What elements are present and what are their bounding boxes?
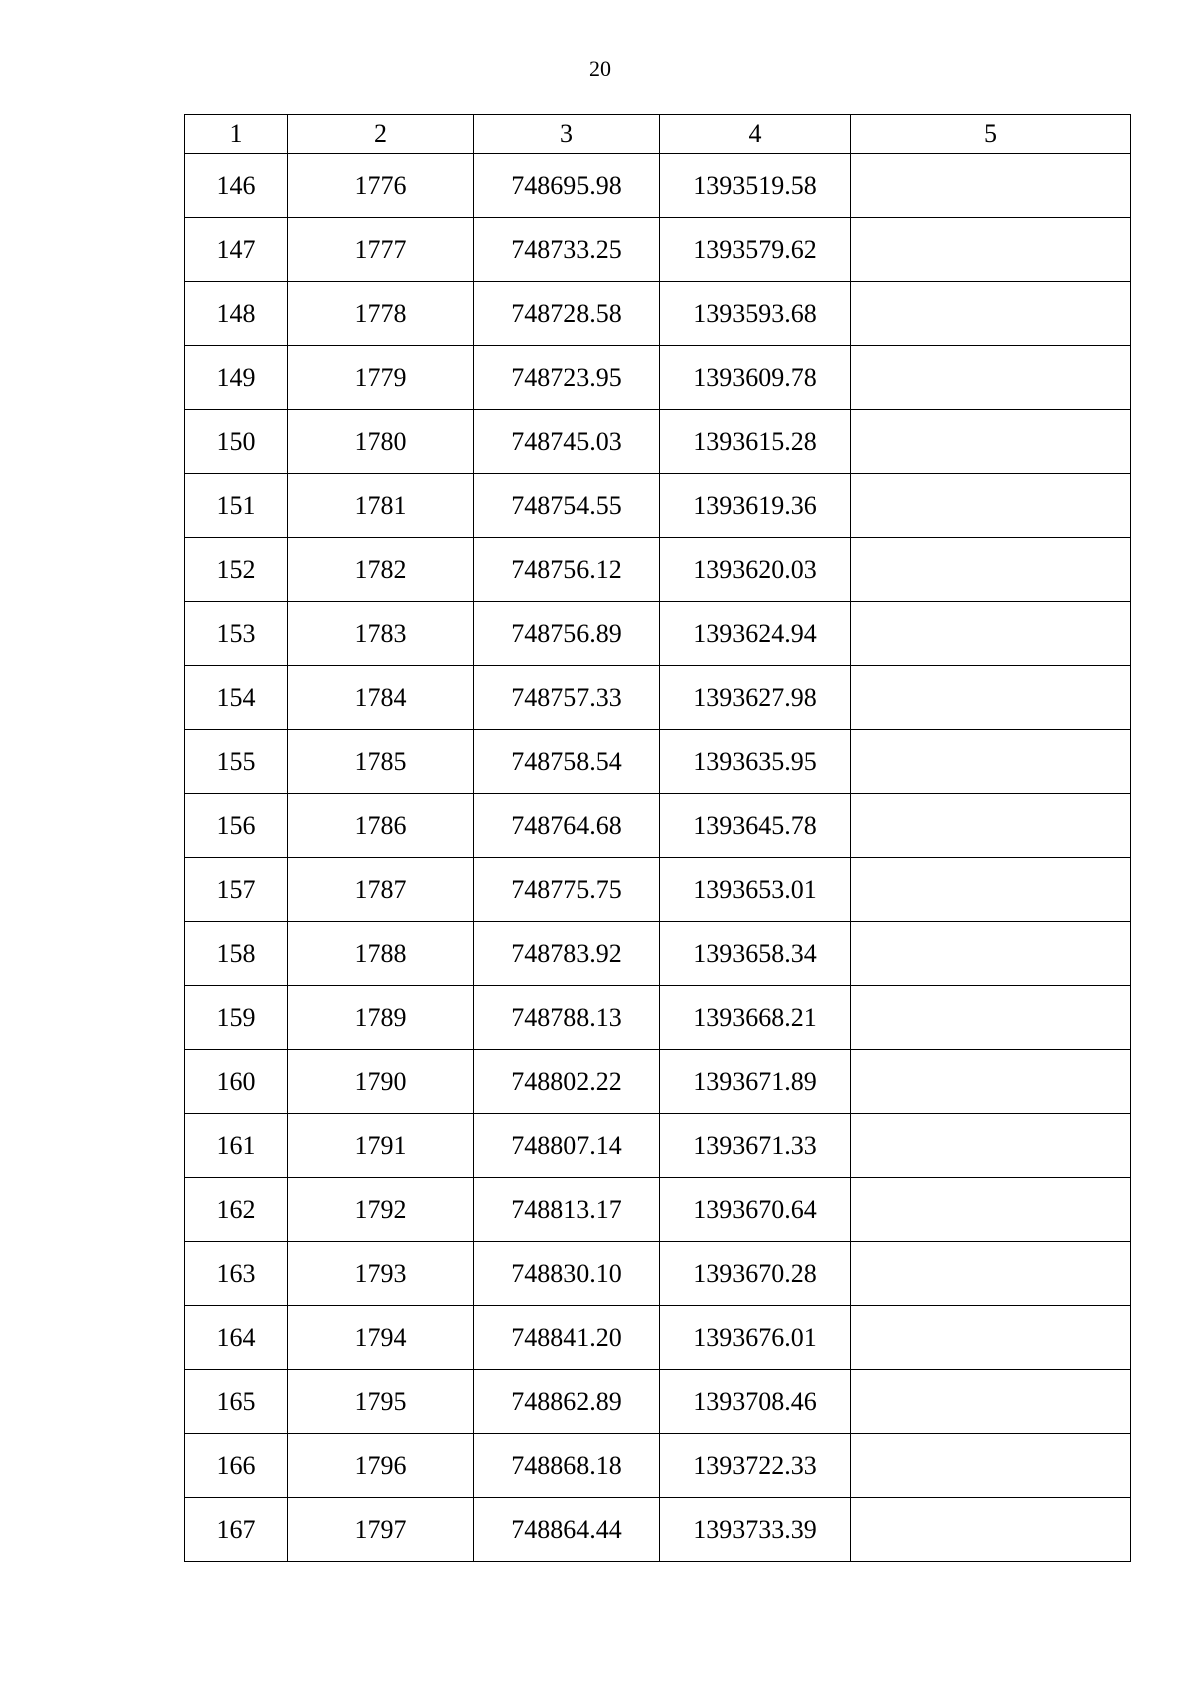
note-cell xyxy=(851,666,1131,730)
y-coordinate-cell: 1393733.39 xyxy=(660,1498,851,1562)
header-row xyxy=(185,115,1131,154)
y-coordinate-cell: 1393624.94 xyxy=(660,602,851,666)
note-cell xyxy=(851,1306,1131,1370)
x-coordinate-cell: 748757.33 xyxy=(474,666,660,730)
row-number-cell: 151 xyxy=(185,474,288,538)
table-row xyxy=(185,1114,1131,1178)
header-cell-4: 4 xyxy=(660,115,851,154)
y-coordinate-cell: 1393671.33 xyxy=(660,1114,851,1178)
note-cell xyxy=(851,410,1131,474)
y-coordinate-cell: 1393671.89 xyxy=(660,1050,851,1114)
point-number-cell: 1788 xyxy=(288,922,474,986)
note-cell xyxy=(851,474,1131,538)
x-coordinate-cell: 748802.22 xyxy=(474,1050,660,1114)
table-row xyxy=(185,794,1131,858)
x-coordinate-cell: 748733.25 xyxy=(474,218,660,282)
y-coordinate-cell: 1393670.64 xyxy=(660,1178,851,1242)
row-number-cell: 164 xyxy=(185,1306,288,1370)
point-number-cell: 1782 xyxy=(288,538,474,602)
note-cell xyxy=(851,602,1131,666)
x-coordinate-cell: 748695.98 xyxy=(474,154,660,218)
row-number-cell: 159 xyxy=(185,986,288,1050)
x-coordinate-cell: 748745.03 xyxy=(474,410,660,474)
y-coordinate-cell: 1393627.98 xyxy=(660,666,851,730)
point-number-cell: 1777 xyxy=(288,218,474,282)
x-coordinate-cell: 748788.13 xyxy=(474,986,660,1050)
note-cell xyxy=(851,1178,1131,1242)
table-row xyxy=(185,602,1131,666)
row-number-cell: 157 xyxy=(185,858,288,922)
table-row xyxy=(185,666,1131,730)
row-number-cell: 150 xyxy=(185,410,288,474)
point-number-cell: 1784 xyxy=(288,666,474,730)
x-coordinate-cell: 748758.54 xyxy=(474,730,660,794)
point-number-cell: 1794 xyxy=(288,1306,474,1370)
y-coordinate-cell: 1393645.78 xyxy=(660,794,851,858)
header-cell-3: 3 xyxy=(474,115,660,154)
note-cell xyxy=(851,218,1131,282)
table-row xyxy=(185,1178,1131,1242)
row-number-cell: 158 xyxy=(185,922,288,986)
table-row xyxy=(185,730,1131,794)
note-cell xyxy=(851,986,1131,1050)
table-header xyxy=(185,115,1131,154)
y-coordinate-cell: 1393579.62 xyxy=(660,218,851,282)
note-cell xyxy=(851,1114,1131,1178)
point-number-cell: 1786 xyxy=(288,794,474,858)
y-coordinate-cell: 1393653.01 xyxy=(660,858,851,922)
y-coordinate-cell: 1393658.34 xyxy=(660,922,851,986)
table-row xyxy=(185,218,1131,282)
table-row xyxy=(185,410,1131,474)
point-number-cell: 1780 xyxy=(288,410,474,474)
row-number-cell: 154 xyxy=(185,666,288,730)
row-number-cell: 156 xyxy=(185,794,288,858)
note-cell xyxy=(851,154,1131,218)
point-number-cell: 1796 xyxy=(288,1434,474,1498)
table-row xyxy=(185,1242,1131,1306)
x-coordinate-cell: 748864.44 xyxy=(474,1498,660,1562)
x-coordinate-cell: 748775.75 xyxy=(474,858,660,922)
point-number-cell: 1779 xyxy=(288,346,474,410)
page-number: 20 xyxy=(589,56,611,81)
x-coordinate-cell: 748868.18 xyxy=(474,1434,660,1498)
x-coordinate-cell: 748723.95 xyxy=(474,346,660,410)
row-number-cell: 161 xyxy=(185,1114,288,1178)
x-coordinate-cell: 748783.92 xyxy=(474,922,660,986)
table-row xyxy=(185,922,1131,986)
table-body xyxy=(185,154,1131,1562)
x-coordinate-cell: 748841.20 xyxy=(474,1306,660,1370)
y-coordinate-cell: 1393635.95 xyxy=(660,730,851,794)
point-number-cell: 1781 xyxy=(288,474,474,538)
note-cell xyxy=(851,538,1131,602)
point-number-cell: 1787 xyxy=(288,858,474,922)
x-coordinate-cell: 748756.12 xyxy=(474,538,660,602)
row-number-cell: 160 xyxy=(185,1050,288,1114)
header-cell-5: 5 xyxy=(851,115,1131,154)
point-number-cell: 1797 xyxy=(288,1498,474,1562)
point-number-cell: 1776 xyxy=(288,154,474,218)
y-coordinate-cell: 1393519.58 xyxy=(660,154,851,218)
point-number-cell: 1792 xyxy=(288,1178,474,1242)
y-coordinate-cell: 1393708.46 xyxy=(660,1370,851,1434)
row-number-cell: 163 xyxy=(185,1242,288,1306)
point-number-cell: 1791 xyxy=(288,1114,474,1178)
row-number-cell: 146 xyxy=(185,154,288,218)
note-cell xyxy=(851,1434,1131,1498)
note-cell xyxy=(851,1498,1131,1562)
table-row xyxy=(185,1050,1131,1114)
y-coordinate-cell: 1393670.28 xyxy=(660,1242,851,1306)
row-number-cell: 148 xyxy=(185,282,288,346)
note-cell xyxy=(851,1242,1131,1306)
row-number-cell: 162 xyxy=(185,1178,288,1242)
note-cell xyxy=(851,1370,1131,1434)
note-cell xyxy=(851,282,1131,346)
row-number-cell: 149 xyxy=(185,346,288,410)
y-coordinate-cell: 1393615.28 xyxy=(660,410,851,474)
point-number-cell: 1778 xyxy=(288,282,474,346)
row-number-cell: 152 xyxy=(185,538,288,602)
y-coordinate-cell: 1393620.03 xyxy=(660,538,851,602)
table-row xyxy=(185,154,1131,218)
x-coordinate-cell: 748728.58 xyxy=(474,282,660,346)
point-number-cell: 1793 xyxy=(288,1242,474,1306)
table-row xyxy=(185,1370,1131,1434)
table-row xyxy=(185,346,1131,410)
table-row xyxy=(185,986,1131,1050)
note-cell xyxy=(851,922,1131,986)
note-cell xyxy=(851,1050,1131,1114)
x-coordinate-cell: 748830.10 xyxy=(474,1242,660,1306)
x-coordinate-cell: 748862.89 xyxy=(474,1370,660,1434)
table-row xyxy=(185,1434,1131,1498)
row-number-cell: 166 xyxy=(185,1434,288,1498)
y-coordinate-cell: 1393593.68 xyxy=(660,282,851,346)
coordinates-table xyxy=(184,114,1131,1562)
note-cell xyxy=(851,858,1131,922)
x-coordinate-cell: 748754.55 xyxy=(474,474,660,538)
row-number-cell: 147 xyxy=(185,218,288,282)
row-number-cell: 165 xyxy=(185,1370,288,1434)
y-coordinate-cell: 1393722.33 xyxy=(660,1434,851,1498)
y-coordinate-cell: 1393668.21 xyxy=(660,986,851,1050)
header-cell-1: 1 xyxy=(185,115,288,154)
row-number-cell: 153 xyxy=(185,602,288,666)
table-row xyxy=(185,858,1131,922)
y-coordinate-cell: 1393619.36 xyxy=(660,474,851,538)
table-row xyxy=(185,538,1131,602)
y-coordinate-cell: 1393609.78 xyxy=(660,346,851,410)
point-number-cell: 1789 xyxy=(288,986,474,1050)
table-row xyxy=(185,282,1131,346)
x-coordinate-cell: 748764.68 xyxy=(474,794,660,858)
table-row xyxy=(185,474,1131,538)
point-number-cell: 1790 xyxy=(288,1050,474,1114)
y-coordinate-cell: 1393676.01 xyxy=(660,1306,851,1370)
note-cell xyxy=(851,346,1131,410)
point-number-cell: 1795 xyxy=(288,1370,474,1434)
note-cell xyxy=(851,730,1131,794)
x-coordinate-cell: 748807.14 xyxy=(474,1114,660,1178)
x-coordinate-cell: 748756.89 xyxy=(474,602,660,666)
row-number-cell: 167 xyxy=(185,1498,288,1562)
row-number-cell: 155 xyxy=(185,730,288,794)
table-row xyxy=(185,1306,1131,1370)
point-number-cell: 1783 xyxy=(288,602,474,666)
note-cell xyxy=(851,794,1131,858)
x-coordinate-cell: 748813.17 xyxy=(474,1178,660,1242)
point-number-cell: 1785 xyxy=(288,730,474,794)
header-cell-2: 2 xyxy=(288,115,474,154)
table-row xyxy=(185,1498,1131,1562)
